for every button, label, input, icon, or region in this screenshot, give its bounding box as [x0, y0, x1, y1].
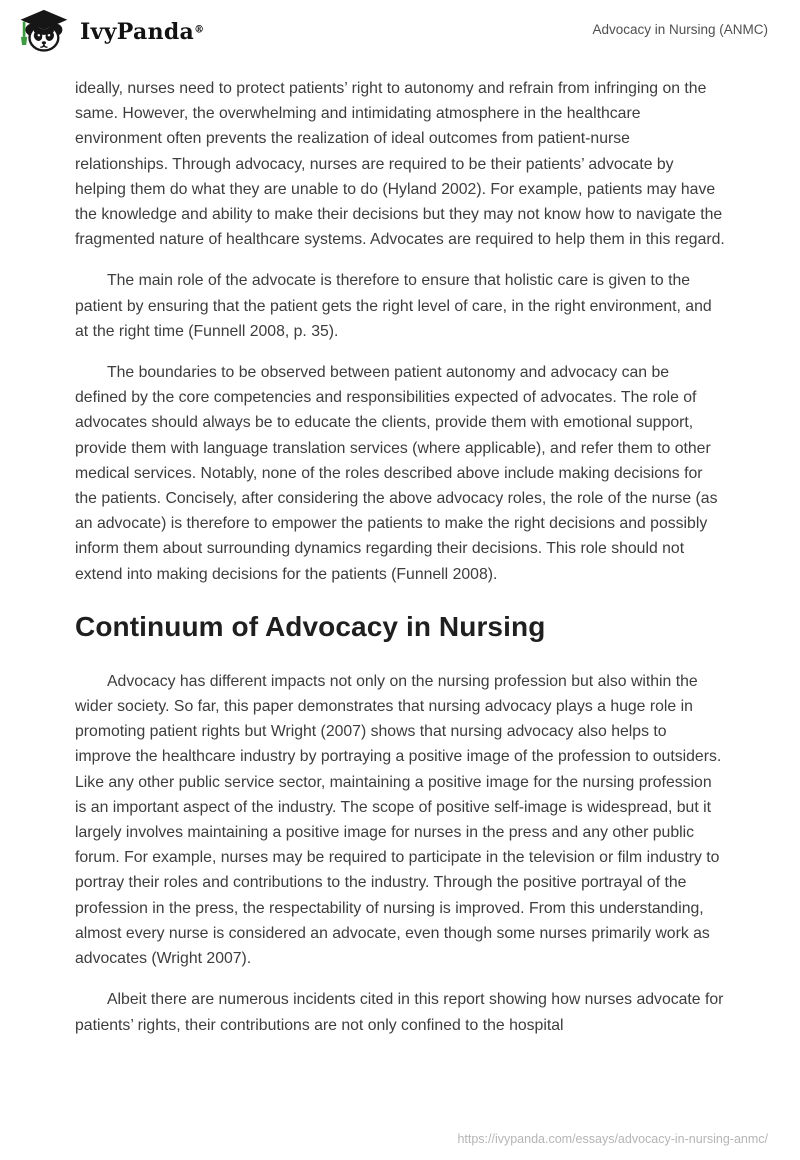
- paragraph: ideally, nurses need to protect patients’ right to autonomy and refrain from infringing on the same. However, the overwhelming and intimidating atmosphere in the healthcare environment often prevents the realization of ideal outcomes from patient-nurse relationships. Through advocacy, nurses are required to be their patients’ advocate by helping them do what they are unable to do (Hyland 2002). For example, patients may have the knowledge and ability to make their decisions but they may not know how to navigate the fragmented nature of healthcare systems. Advocates are required to help them in this regard.: [75, 80, 725, 249]
- source-url: https://ivypanda.com/essays/advocacy-in-nursing-anmc/: [457, 1132, 768, 1146]
- registered-mark: ®: [194, 24, 205, 36]
- paragraph: Advocacy has different impacts not only on the nursing profession but also within the wider society. So far, this paper demonstrates that nursing advocacy plays a huge role in promoting patient rights but Wright (2007) shows that nursing advocacy also helps to improve the healthcare industry by portraying a positive image of the profession to outsiders. Like any other public service sector, maintaining a positive image for the nursing profession is an important aspect of the industry. The scope of positive self-image is widespread, but it largely involves maintaining a positive image for nurses in the press and any other public forum. For example, nurses may be required to participate in the television or film industry to portray their roles and contributions to the industry. Through the positive portrayal of the profession in the press, the respectability of nursing is improved. From this understanding, almost every nurse is considered an advocate, even though some nurses primarily work as advocates (Wright 2007).: [75, 672, 722, 968]
- page-footer: [457, 1132, 768, 1146]
- paragraph: Albeit there are numerous incidents cited in this report showing how nurses advocate for patients’ rights, their contributions are not only confined to the hospital: [75, 991, 724, 1034]
- document-body: [0, 62, 800, 1038]
- brand-name: IvyPanda®: [80, 18, 205, 45]
- paragraph: The boundaries to be observed between patient autonomy and advocacy can be defined by the core competencies and responsibilities expected of advocates. The role of advocates should always be to educate the clients, provide them with emotional support, provide them with language translation services (where applicable), and refer them to other medical services. Notably, none of the roles described above include making decisions for the patients. Concisely, after considering the above advocacy roles, the role of the nurse (as an advocate) is therefore to empower the patients to make the right decisions and possibly inform them about surrounding dynamics regarding their decisions. This role should not extend into making decisions for the patients (Funnell 2008).: [75, 364, 718, 583]
- panda-graduation-cap-icon: [16, 8, 70, 55]
- paragraph: The main role of the advocate is therefore to ensure that holistic care is given to the patient by ensuring that the patient gets the right level of care, in the right environment, and at the right time (Funnell 2008, p. 35).: [75, 272, 712, 340]
- document-title: Advocacy in Nursing (ANMC): [592, 22, 768, 37]
- page-header: [0, 0, 800, 62]
- section-heading: Continuum of Advocacy in Nursing: [75, 610, 546, 642]
- brand: [16, 8, 204, 55]
